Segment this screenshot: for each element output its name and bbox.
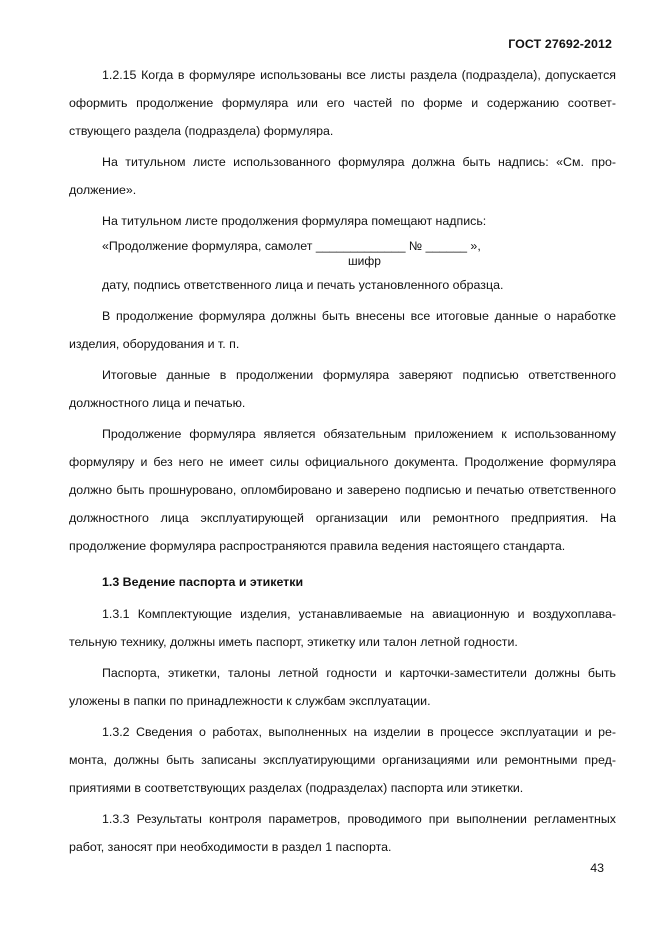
paragraph-1-3-2: 1.3.2 Сведения о работах, выполненных на изделии в процессе эксплуатации и ремонта, должны быть записаны эксплуатирующими организациями или ремонтными предприятиями в соответствующих разделах (подразделах) паспорта или этикетки. [69, 725, 616, 795]
paragraph-title-sheet: На титульном листе продолжения формуляра помещают надпись: [102, 214, 487, 228]
document-body [69, 61, 616, 861]
paragraph-date-signature: дату, подпись ответственного лица и печать установленного образца. [102, 278, 504, 292]
page-number: 43 [590, 861, 604, 875]
section-title-1-3: 1.3 Ведение паспорта и этикетки [102, 575, 304, 589]
document-standard-header: ГОСТ 27692-2012 [508, 37, 612, 51]
paragraph-totals-certified: Итоговые данные в продолжении формуляра заверяют подписью ответственного должностного лица и печатью. [69, 368, 616, 410]
paragraph-1-3-3: 1.3.3 Результаты контроля параметров, проводимого при выполнении регламентных работ, заносят при необходимости в раздел 1 паспорта. [69, 812, 616, 854]
inscription-caption: шифр [348, 254, 381, 268]
paragraph-1-3-1: 1.3.1 Комплектующие изделия, устанавливаемые на авиационную и воздухоплавательную технику, должны иметь паспорт, этикетку или талон летной годности. [69, 607, 616, 649]
paragraph-mandatory-appendix: Продолжение формуляра является обязательным приложением к использованному формуляру и без него не имеет силы официального документа. Продолжение формуляра должно быть прошнуровано, опломбировано и заверено подписью и печатью ответственного должностного лица эксплуатирующей организации или ремонтного предприятия. На продолжение формуляра распространяются правила ведения настоящего стандарта. [69, 427, 616, 553]
paragraph-see-continuation: На титульном листе использованного формуляра должна быть надпись: «См. продолжение». [69, 155, 616, 197]
paragraph-passports-folders: Паспорта, этикетки, талоны летной годности и карточки-заместители должны быть уложены в папки по принадлежности к службам эксплуатации. [69, 666, 616, 708]
paragraph-1-2-15: 1.2.15 Когда в формуляре использованы все листы раздела (подраздела), допускается оформить продолжение формуляра или его частей по форме и содержанию соответствующего раздела (подраздела) формуляра. [69, 68, 616, 138]
inscription-template: «Продолжение формуляра, самолет _____________ № ______ », [102, 239, 481, 253]
paragraph-totals: В продолжение формуляра должны быть внесены все итоговые данные о наработке изделия, оборудования и т. п. [69, 309, 616, 351]
